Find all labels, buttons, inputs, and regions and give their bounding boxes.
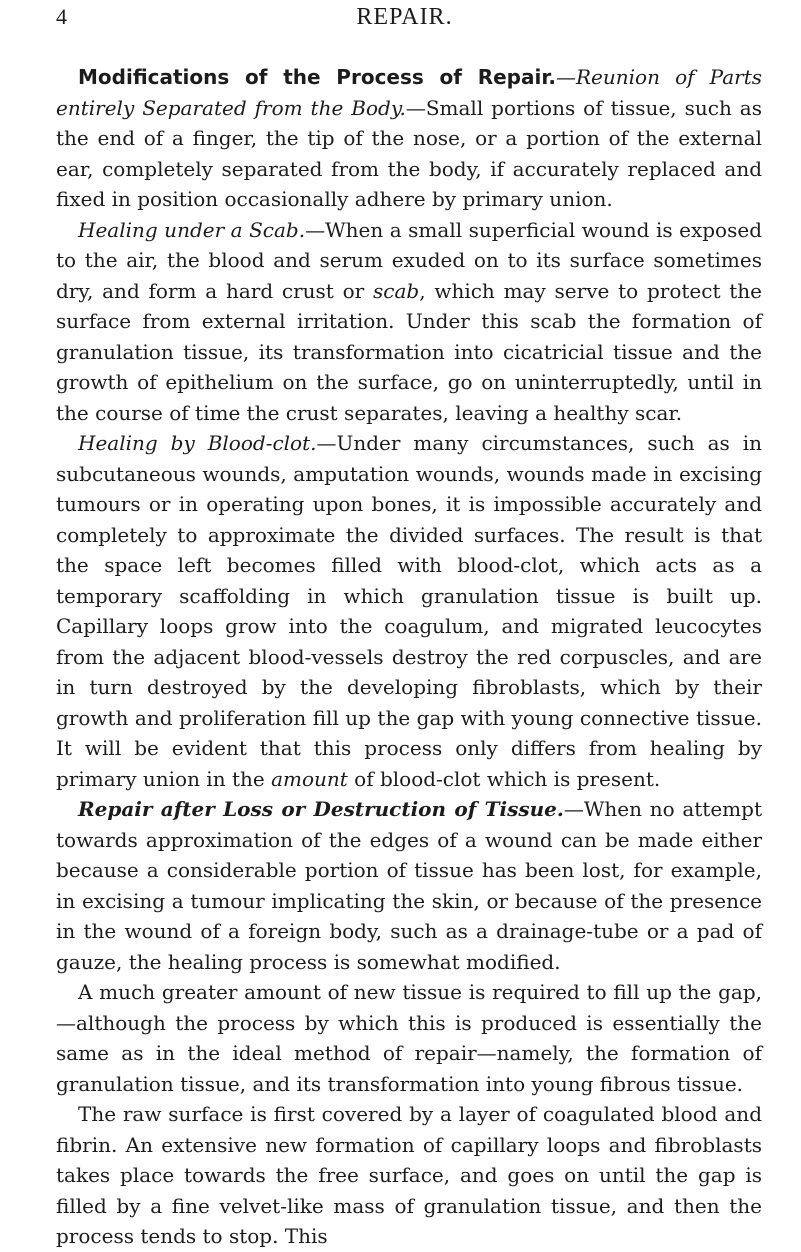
- emphasis-scab: scab: [373, 278, 420, 303]
- paragraph-scab: [56, 215, 762, 429]
- paragraph-text: —Under many circumstances, such as in subcutaneous wounds, amputation wounds, wounds made in excising tumours or in operating upon bones, it is impossible accurately and completely to approximate the divided surfaces. The result is that the space left becomes filled with blood-clot, which acts as a temporary scaffolding in which granulation tissue is built up. Capillary loops grow into the coagulum, and migrated leucocytes from the adjacent blood-vessels destroy the red corpuscles, and are in turn destroyed by the developing fibroblasts, which by their growth and proliferation fill up the gap with young connective tissue. It will be evident that this process only differs from healing by primary union in the: [56, 431, 763, 791]
- paragraph-modifications: [56, 62, 762, 215]
- paragraph-text: of blood-clot which is present.: [347, 766, 661, 791]
- paragraph-raw-surface: [56, 1099, 762, 1252]
- subheading-repair-after-loss: Repair after Loss or Destruction of Tissue.: [78, 797, 564, 821]
- paragraph-text: The raw surface is first covered by a layer of coagulated blood and fibrin. An extensive new formation of capillary loops and fibroblasts takes place towards the free surface, and goes on until the gap is filled by a fine velvet-like mass of granulation tissue, and then the process tends to stop. This: [56, 1102, 762, 1248]
- emphasis-amount: amount: [271, 766, 348, 791]
- page-number: 4: [56, 4, 67, 29]
- subheading-scab: Healing under a Scab.: [78, 217, 306, 242]
- running-head: [56, 4, 753, 36]
- body-text: [56, 62, 762, 1252]
- paragraph-text: , which may serve to protect the surface from external irritation. Under this scab the formation of granulation tissue, its transformation into cicatricial tissue and the growth of epithelium on the surface, go on uninterruptedly, until in the course of time the crust separates, leaving a healthy scar.: [56, 278, 763, 425]
- paragraph-text: —When no attempt towards approximation of the edges of a wound can be made either because a considerable portion of tissue has been lost, for example, in excising a tumour implicating the skin, or because of the presence in the wound of a foreign body, such as a drainage-tube or a pad of gauze, the healing process is somewhat modified.: [56, 797, 762, 974]
- section-heading: Modifications of the Process of Repair.: [78, 65, 556, 89]
- paragraph-text: A much greater amount of new tissue is required to fill up the gap,—although the process by which this is produced is essentially the same as in the ideal method of repair—namely, the formation of granulation tissue, and its transformation into young fibrous tissue.: [56, 980, 762, 1096]
- paragraph-gap: [56, 977, 762, 1099]
- paragraph-blood-clot: [56, 428, 762, 794]
- paragraph-text: —When a small superficial wound is exposed to the air, the blood and serum exuded on to its surface sometimes dry, and form a hard crust or: [56, 217, 763, 303]
- subheading-blood-clot: Healing by Blood-clot.: [78, 431, 317, 455]
- subheading-reunion: —Reunion of Parts entirely Separated from the Body.: [56, 65, 762, 120]
- paragraph-text: —Small portions of tissue, such as the end of a finger, the tip of the nose, or a portion of the external ear, completely separated from the body, if accurately replaced and fixed in position occasionally adhere by primary union.: [56, 95, 762, 211]
- running-title: REPAIR.: [356, 4, 453, 30]
- paragraph-loss-of-tissue: [56, 794, 762, 977]
